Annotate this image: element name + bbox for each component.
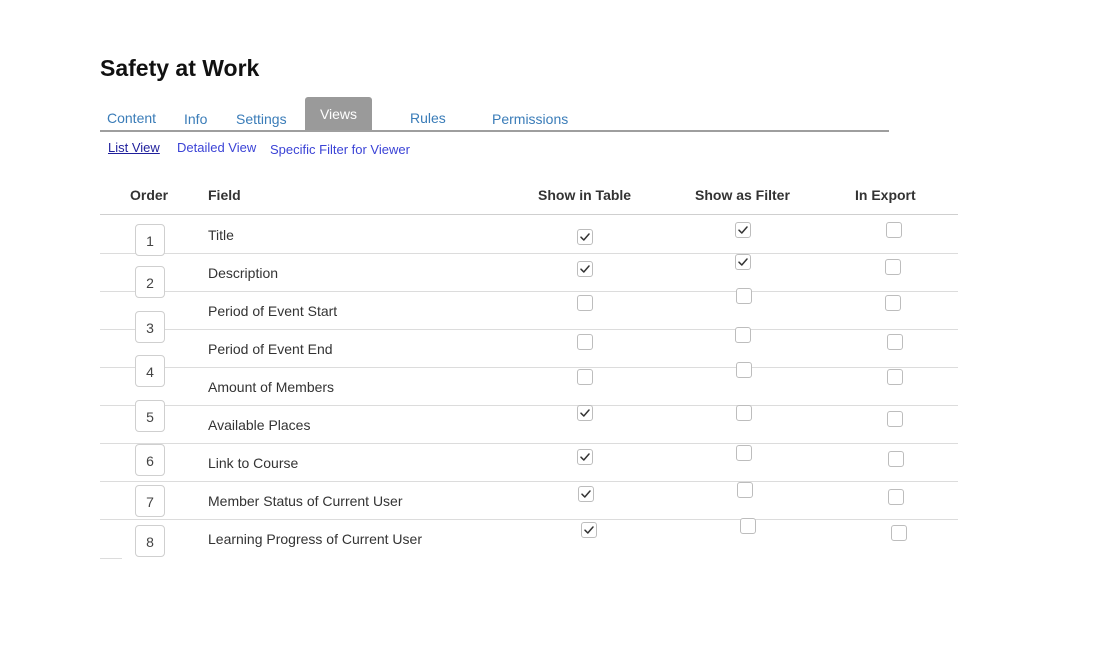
checkmark-icon: [579, 451, 591, 463]
in-export-checkbox[interactable]: [885, 259, 901, 275]
field-label: Period of Event End: [208, 341, 333, 357]
show-in-table-checkbox[interactable]: [577, 334, 593, 350]
field-label: Amount of Members: [208, 379, 335, 395]
tab-rules[interactable]: Rules: [410, 110, 446, 126]
show-in-table-checkbox[interactable]: [577, 405, 593, 421]
in-export-checkbox[interactable]: [888, 489, 904, 505]
order-input[interactable]: 1: [135, 224, 165, 256]
field-label: Member Status of Current User: [208, 493, 403, 509]
field-label: Period of Event Start: [208, 303, 338, 319]
in-export-checkbox[interactable]: [887, 334, 903, 350]
checkmark-icon: [583, 524, 595, 536]
in-export-checkbox[interactable]: [885, 295, 901, 311]
checkmark-icon: [737, 256, 749, 268]
order-input[interactable]: 5: [135, 400, 165, 432]
order-input[interactable]: 2: [135, 266, 165, 298]
show-as-filter-checkbox[interactable]: [735, 327, 751, 343]
field-label: Title: [208, 227, 234, 243]
show-as-filter-checkbox[interactable]: [735, 222, 751, 238]
field-label: Learning Progress of Current User: [208, 531, 422, 547]
show-in-table-checkbox[interactable]: [581, 522, 597, 538]
column-header-show-in-table: Show in Table: [538, 187, 632, 203]
field-label: Link to Course: [208, 455, 299, 471]
show-as-filter-checkbox[interactable]: [736, 362, 752, 378]
subtab-list-view[interactable]: List View: [108, 140, 160, 155]
column-header-order: Order: [130, 187, 169, 203]
checkmark-icon: [579, 263, 591, 275]
column-header-field: Field: [208, 187, 241, 203]
show-in-table-checkbox[interactable]: [577, 369, 593, 385]
tabs-divider: [100, 130, 889, 132]
tab-content[interactable]: Content: [107, 110, 157, 126]
checkmark-icon: [579, 407, 591, 419]
show-in-table-checkbox[interactable]: [577, 449, 593, 465]
in-export-checkbox[interactable]: [887, 411, 903, 427]
show-as-filter-checkbox[interactable]: [736, 445, 752, 461]
show-as-filter-checkbox[interactable]: [736, 288, 752, 304]
order-input[interactable]: 4: [135, 355, 165, 387]
checkmark-icon: [580, 488, 592, 500]
checkmark-icon: [737, 224, 749, 236]
order-input[interactable]: 7: [135, 485, 165, 517]
show-as-filter-checkbox[interactable]: [740, 518, 756, 534]
in-export-checkbox[interactable]: [888, 451, 904, 467]
checkmark-icon: [579, 231, 591, 243]
show-in-table-checkbox[interactable]: [577, 295, 593, 311]
column-header-in-export: In Export: [855, 187, 916, 203]
subtab-detailed-view[interactable]: Detailed View: [177, 140, 257, 155]
show-in-table-checkbox[interactable]: [578, 486, 594, 502]
in-export-checkbox[interactable]: [886, 222, 902, 238]
tab-views[interactable]: Views: [305, 97, 372, 131]
subtab-specific-filter-for-viewer[interactable]: Specific Filter for Viewer: [270, 142, 410, 157]
order-input[interactable]: 6: [135, 444, 165, 476]
tab-settings[interactable]: Settings: [236, 111, 287, 127]
field-label: Description: [208, 265, 279, 281]
order-input[interactable]: 3: [135, 311, 165, 343]
show-as-filter-checkbox[interactable]: [737, 482, 753, 498]
tab-permissions[interactable]: Permissions: [492, 111, 569, 127]
field-label: Available Places: [208, 417, 311, 433]
page-title: Safety at Work: [100, 55, 260, 81]
tab-info[interactable]: Info: [184, 111, 208, 127]
column-header-show-as-filter: Show as Filter: [695, 187, 790, 203]
show-in-table-checkbox[interactable]: [577, 229, 593, 245]
show-as-filter-checkbox[interactable]: [736, 405, 752, 421]
order-input[interactable]: 8: [135, 525, 165, 557]
show-as-filter-checkbox[interactable]: [735, 254, 751, 270]
in-export-checkbox[interactable]: [887, 369, 903, 385]
table-bottom-divider: [100, 558, 122, 559]
in-export-checkbox[interactable]: [891, 525, 907, 541]
show-in-table-checkbox[interactable]: [577, 261, 593, 277]
